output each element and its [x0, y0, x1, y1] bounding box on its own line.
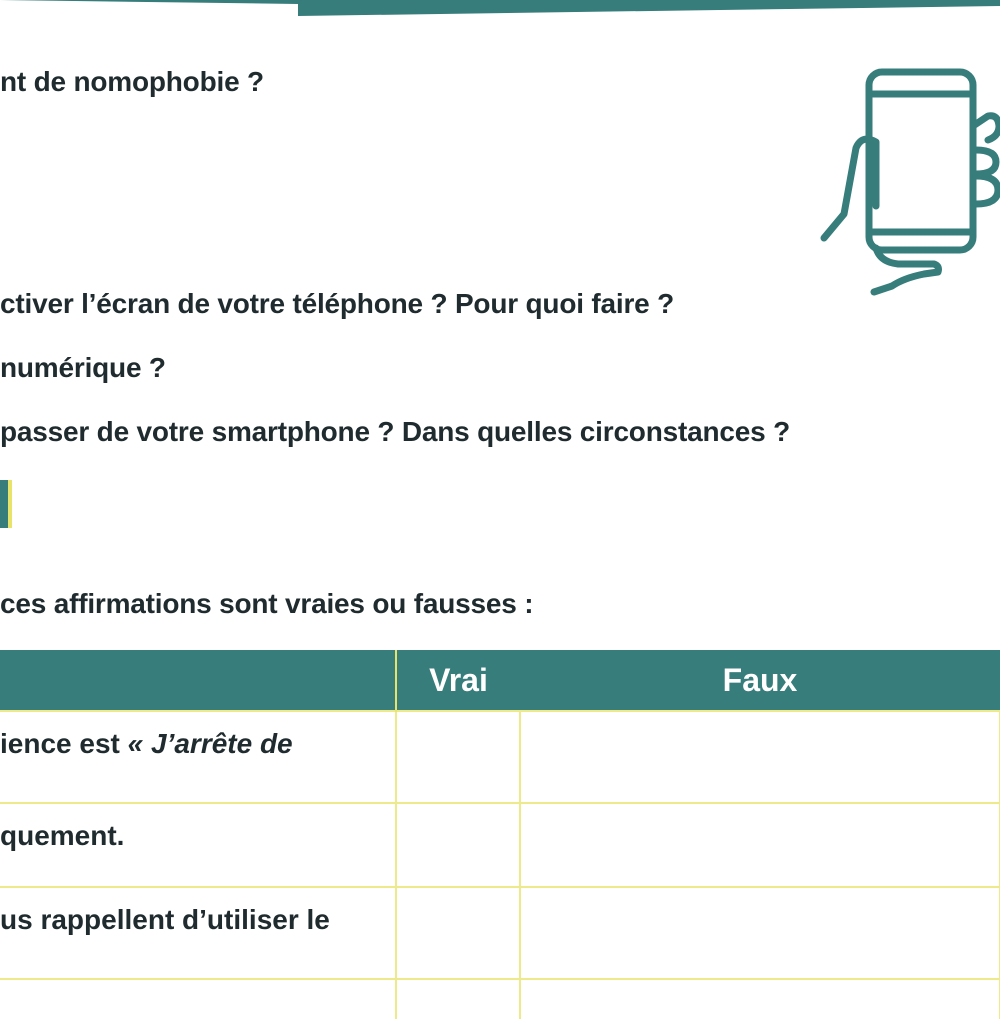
- statement-column-header: [0, 650, 396, 711]
- statement-quote: « J’arrête de: [127, 728, 293, 759]
- table-row: [0, 711, 1000, 803]
- faux-answer-cell[interactable]: [520, 887, 1000, 979]
- table-row: [0, 979, 1000, 1019]
- question-screen-activation: ctiver l’écran de votre téléphone ? Pour quoi faire ?: [0, 288, 675, 319]
- statement-cell: [0, 803, 396, 887]
- question-without-smartphone: passer de votre smartphone ? Dans quelles circonstances ?: [0, 416, 790, 447]
- top-decorative-band: [0, 0, 1000, 18]
- faux-answer-cell[interactable]: [520, 803, 1000, 887]
- true-false-instruction: ces affirmations sont vraies ou fausses :: [0, 588, 534, 619]
- question-digital: numérique ?: [0, 352, 166, 383]
- vrai-answer-cell[interactable]: [396, 887, 520, 979]
- true-false-table: [0, 650, 1000, 1019]
- faux-column-header: Faux: [520, 650, 1000, 711]
- table-row: [0, 803, 1000, 887]
- question-nomophobie: nt de nomophobie ?: [0, 66, 264, 97]
- statement-cell: [0, 887, 396, 979]
- statement-text: ience est: [0, 728, 128, 759]
- statement-text: quement.: [0, 820, 125, 851]
- table-row: [0, 887, 1000, 979]
- faux-answer-cell[interactable]: [520, 711, 1000, 803]
- vrai-answer-cell[interactable]: [396, 979, 520, 1019]
- hand-holding-smartphone-icon: [816, 66, 1000, 298]
- vrai-answer-cell[interactable]: [396, 711, 520, 803]
- table-header-row: [0, 650, 1000, 711]
- statement-text: us rappellent d’utiliser le: [0, 904, 330, 935]
- faux-answer-cell[interactable]: [520, 979, 1000, 1019]
- section-marker: [0, 480, 12, 528]
- vrai-column-header: Vrai: [396, 650, 520, 711]
- vrai-answer-cell[interactable]: [396, 803, 520, 887]
- statement-cell: [0, 979, 396, 1019]
- statement-cell: [0, 711, 396, 803]
- section-marker-edge: [8, 480, 12, 528]
- section-marker-fill: [0, 480, 8, 528]
